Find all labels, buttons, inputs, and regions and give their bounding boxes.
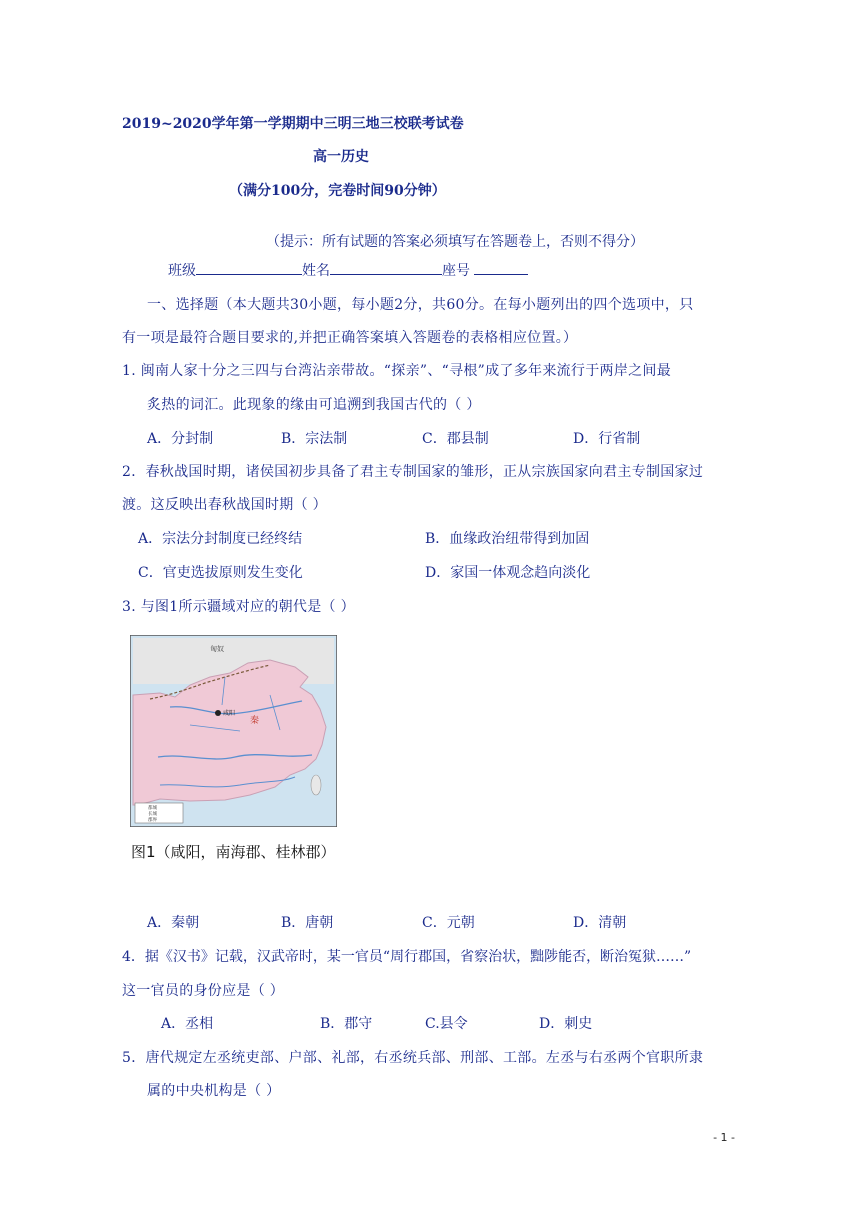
name-label: 姓名: [302, 263, 330, 279]
question-4-line1: 4．据《汉书》记载，汉武帝时，某一官员“周行郡国，省察治状，黜陟能否，断治冤狱……”: [122, 949, 692, 965]
q3-option-b[interactable]: B．唐朝: [281, 915, 334, 931]
q1-option-b[interactable]: B．宗法制: [281, 431, 348, 447]
map-capital-marker: [215, 710, 221, 716]
figure-1-caption: 图1（咸阳，南海郡、桂林郡）: [131, 843, 336, 861]
question-2-line2: 渡。这反映出春秋战国时期（ ）: [122, 497, 327, 513]
q2-option-b[interactable]: B．血缘政治纽带得到加固: [425, 531, 590, 547]
student-info-line: [168, 260, 528, 280]
q3-option-a[interactable]: A．秦朝: [147, 915, 200, 931]
q2-option-d[interactable]: D．家国一体观念趋向淡化: [425, 565, 591, 581]
class-field[interactable]: [196, 260, 302, 275]
name-field[interactable]: [330, 260, 442, 275]
subject-title: 高一历史: [313, 149, 369, 165]
question-5-line1: 5．唐代规定左丞统吏部、户部、礼部，右丞统兵部、刑部、工部。左丞与右丞两个官职所隶: [122, 1050, 704, 1066]
question-1-line1: 1. 闽南人家十分之三四与台湾沾亲带故。“探亲”、“寻根”成了多年来流行于两岸之间最: [122, 363, 672, 379]
question-3-line1: 3. 与图1所示疆域对应的朝代是（ ）: [122, 599, 355, 615]
q4-option-c[interactable]: C.县令: [425, 1016, 468, 1032]
q4-option-d[interactable]: D．刺史: [539, 1016, 593, 1032]
section-intro-line2: 有一项是最符合题目要求的,并把正确答案填入答题卷的表格相应位置。）: [122, 330, 578, 346]
question-4-line2: 这一官员的身份应是（ ）: [122, 983, 285, 999]
map-label-north: 匈奴: [210, 645, 224, 653]
q3-option-c[interactable]: C．元朝: [422, 915, 475, 931]
q2-option-a[interactable]: A．宗法分封制度已经终结: [138, 531, 303, 547]
section-intro-line1: 一、选择题（本大题共30小题，每小题2分，共60分。在每小题列出的四个选项中，只: [147, 297, 694, 313]
map-figure: [130, 635, 337, 827]
question-2-line1: 2．春秋战国时期，诸侯国初步具备了君主专制国家的雏形，正从宗族国家向君主专制国家过: [122, 464, 704, 480]
seat-field[interactable]: [474, 260, 528, 275]
map-legend-box: [135, 803, 183, 823]
q2-option-c[interactable]: C．官吏选拔原则发生变化: [138, 565, 303, 581]
map-legend-item-3: 郡界: [148, 818, 157, 823]
question-1-line2: 炙热的词汇。此现象的缘由可追溯到我国古代的（ ）: [147, 397, 481, 413]
scoring-info: （满分100分，完卷时间90分钟）: [229, 183, 446, 199]
exam-title: 2019~2020学年第一学期期中三明三地三校联考试卷: [122, 116, 464, 132]
q3-option-d[interactable]: D．清朝: [573, 915, 627, 931]
notice: （提示：所有试题的答案必须填写在答题卷上，否则不得分）: [266, 234, 644, 250]
q4-option-a[interactable]: A．丞相: [161, 1016, 214, 1032]
map-island: [311, 775, 321, 795]
map-legend-item-1: 都城: [148, 806, 157, 811]
page-number: - 1 -: [713, 1131, 735, 1144]
q4-option-b[interactable]: B．郡守: [320, 1016, 373, 1032]
map-label-capital: 咸阳: [223, 710, 236, 717]
q1-option-d[interactable]: D．行省制: [573, 431, 641, 447]
q1-option-a[interactable]: A．分封制: [147, 431, 214, 447]
seat-label: 座号: [442, 263, 470, 279]
qin-territory-map: [130, 635, 337, 827]
q1-option-c[interactable]: C．郡县制: [422, 431, 489, 447]
question-5-line2: 属的中央机构是（ ）: [147, 1083, 281, 1099]
class-label: 班级: [168, 263, 196, 279]
map-label-qin: 秦: [250, 716, 260, 726]
map-legend-item-2: 长城: [148, 812, 157, 817]
